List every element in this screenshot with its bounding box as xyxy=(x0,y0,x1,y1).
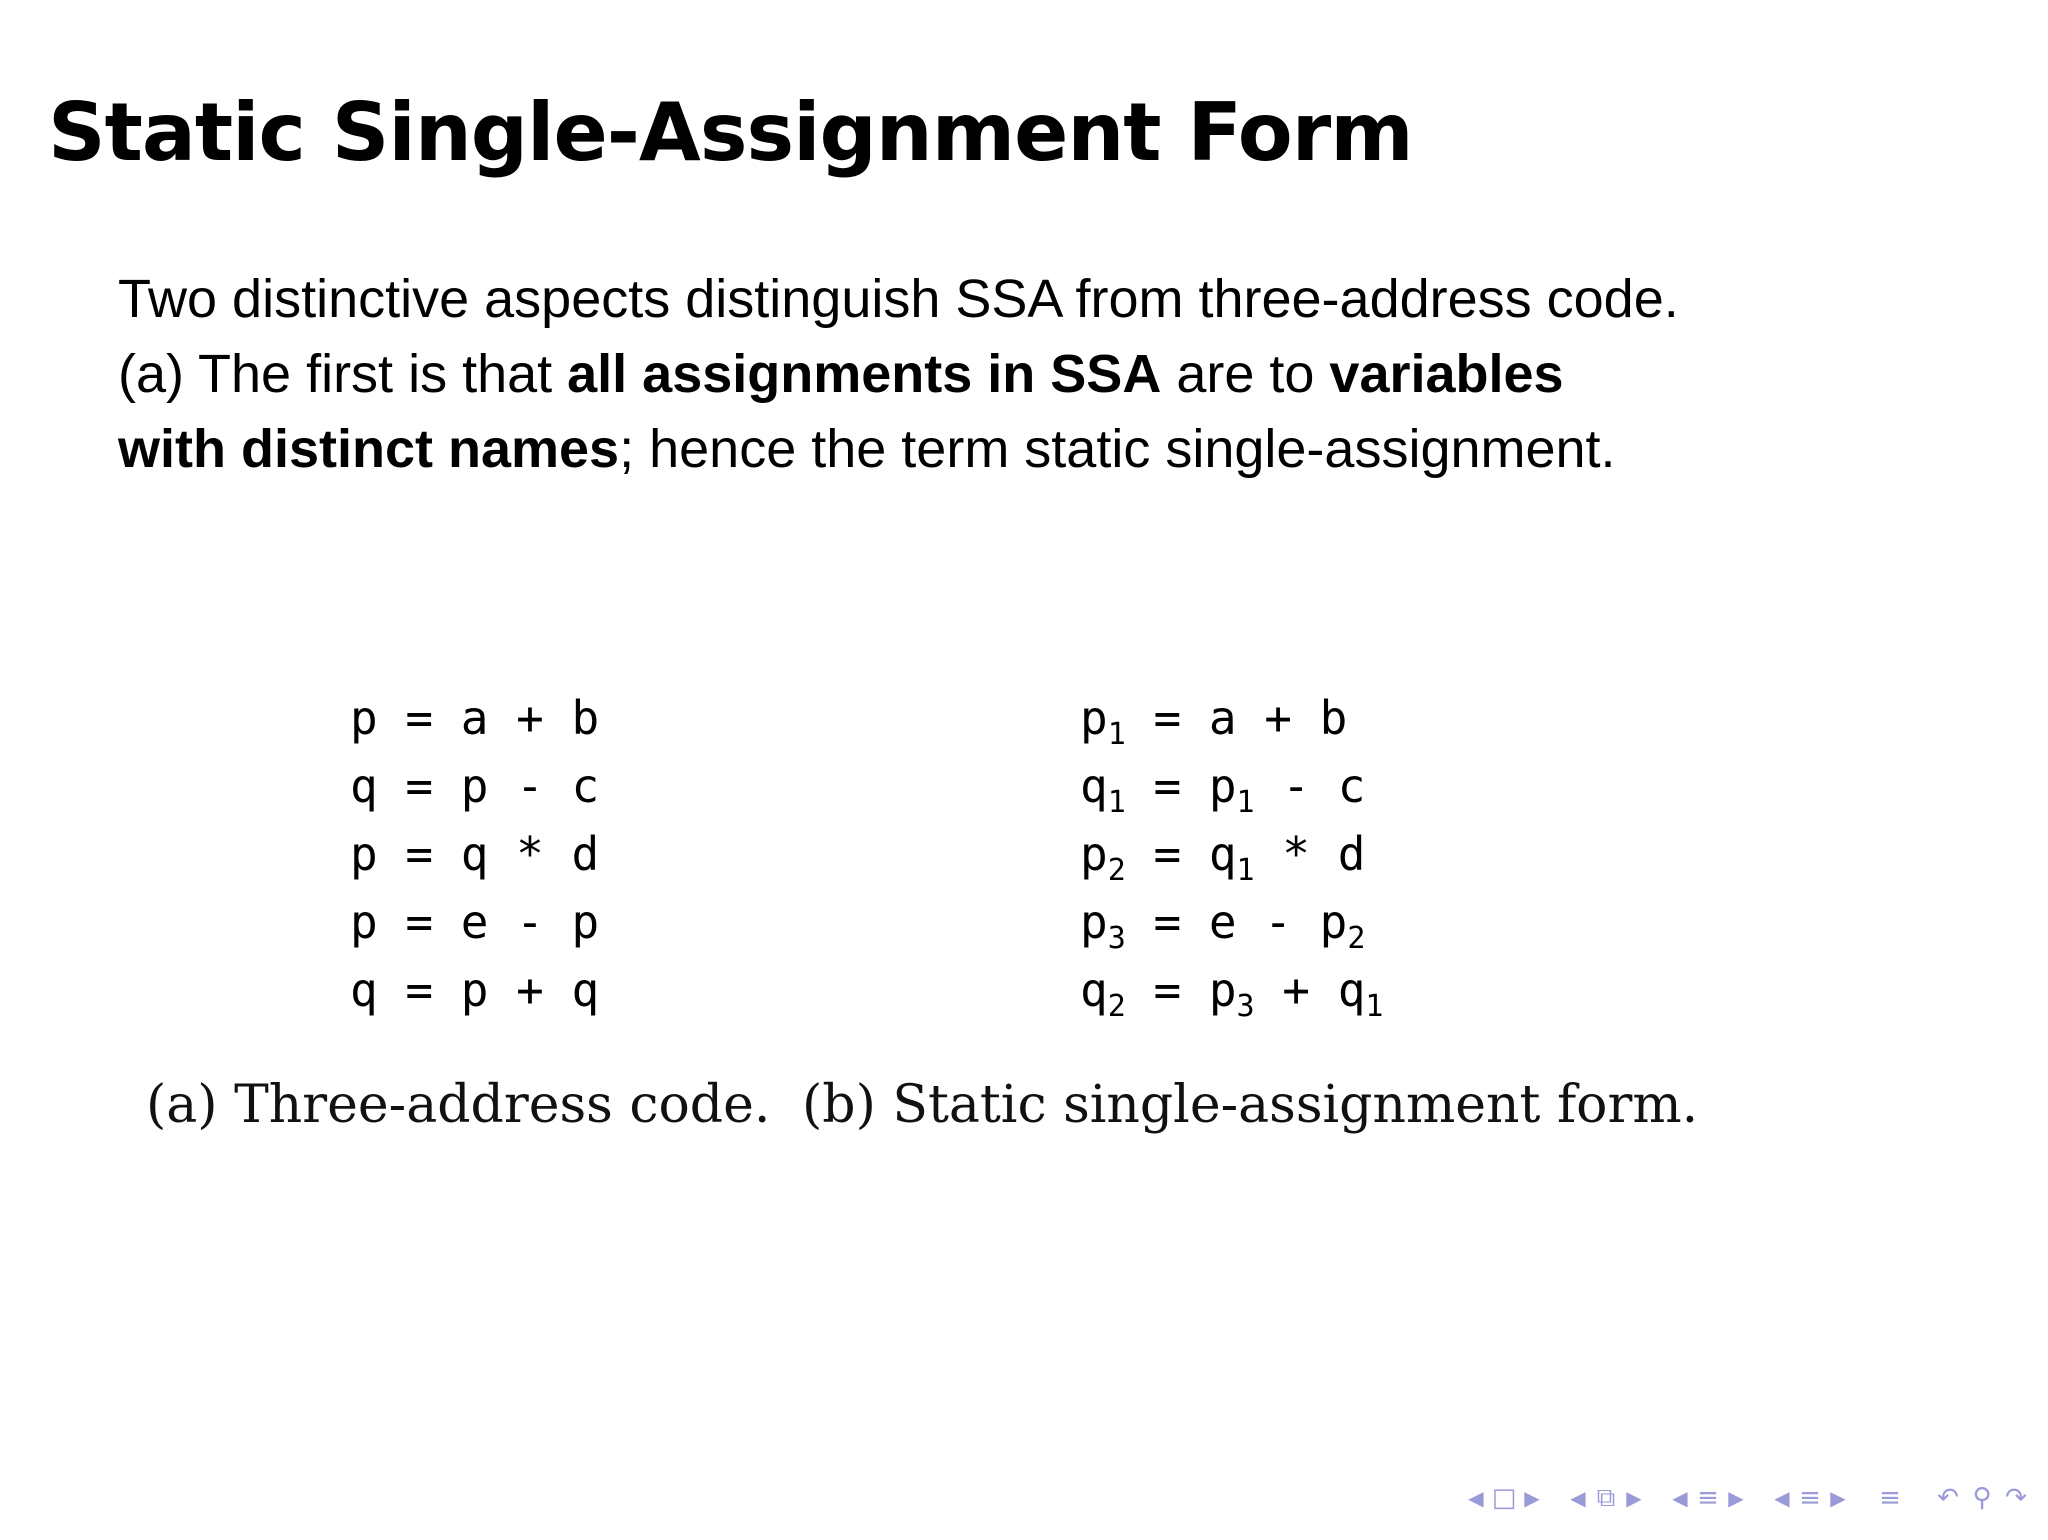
nav-right-icon[interactable]: ▶ xyxy=(1728,1486,1744,1510)
subscript: 1 xyxy=(1107,717,1126,752)
code-token: - c xyxy=(1254,759,1366,813)
bold-segment: variables xyxy=(1329,344,1564,404)
body-paragraph xyxy=(118,262,1918,487)
nav-left-icon[interactable]: ◀ xyxy=(1672,1486,1688,1510)
redo-icon[interactable]: ↷ xyxy=(2005,1483,2027,1513)
subscript: 1 xyxy=(1236,785,1255,820)
slide-title: Static Single-Assignment Form xyxy=(48,86,1413,179)
nav-group-frame xyxy=(1468,1480,1540,1516)
three-address-code-listing xyxy=(350,684,599,1024)
nav-group-search xyxy=(1934,1480,2030,1516)
code-line: q = p + q xyxy=(350,963,600,1017)
code-line: q = p - c xyxy=(350,759,600,813)
text-segment: ; hence the term static single-assignment. xyxy=(619,419,1616,479)
code-token: q xyxy=(1080,759,1108,813)
code-line: p = e - p xyxy=(350,895,600,949)
ssa-code-line xyxy=(1080,888,1383,956)
nav-group-section xyxy=(1672,1480,1744,1516)
body-line-3 xyxy=(118,412,1918,487)
section-icon[interactable]: ≡ xyxy=(1697,1483,1719,1513)
subscript: 2 xyxy=(1107,989,1126,1024)
code-token: = e - p xyxy=(1125,895,1348,949)
subscript: 1 xyxy=(1107,785,1126,820)
beamer-navigation-bar xyxy=(1468,1478,2030,1518)
code-token: = a + b xyxy=(1125,691,1348,745)
subscript: 3 xyxy=(1236,989,1255,1024)
ssa-code-line xyxy=(1080,956,1383,1024)
align-icon[interactable]: ≡ xyxy=(1879,1483,1901,1513)
code-line: p = a + b xyxy=(350,691,600,745)
nav-group-subsection xyxy=(1570,1480,1642,1516)
code-token: = q xyxy=(1125,827,1237,881)
nav-left-icon[interactable]: ◀ xyxy=(1774,1486,1790,1510)
code-token: q xyxy=(1080,963,1108,1017)
code-token: p xyxy=(1080,827,1108,881)
frame-icon[interactable]: □ xyxy=(1491,1483,1517,1513)
bold-segment: with distinct names xyxy=(118,419,620,479)
ssa-code-line xyxy=(1080,752,1383,820)
nav-right-icon[interactable]: ▶ xyxy=(1626,1486,1642,1510)
undo-icon[interactable]: ↶ xyxy=(1937,1483,1959,1513)
nav-right-icon[interactable]: ▶ xyxy=(1830,1486,1846,1510)
nav-left-icon[interactable]: ◀ xyxy=(1570,1486,1586,1510)
code-line: p = q * d xyxy=(350,827,600,881)
code-token: = p xyxy=(1125,963,1237,1017)
ssa-form-listing xyxy=(1080,684,1383,1024)
subscript: 1 xyxy=(1365,989,1384,1024)
text-segment: (a) The first is that xyxy=(118,344,568,404)
nav-right-icon[interactable]: ▶ xyxy=(1524,1486,1540,1510)
search-icon[interactable]: ⚲ xyxy=(1972,1483,1992,1513)
subscript: 2 xyxy=(1107,853,1126,888)
code-token: p xyxy=(1080,691,1108,745)
nav-left-icon[interactable]: ◀ xyxy=(1468,1486,1484,1510)
code-token: * d xyxy=(1254,827,1366,881)
ssa-code-line xyxy=(1080,684,1383,752)
caption-three-address-code: (a) Three-address code. xyxy=(146,1075,771,1135)
nav-group-outline xyxy=(1774,1480,1846,1516)
subscript: 2 xyxy=(1347,921,1366,956)
code-token: p xyxy=(1080,895,1108,949)
subscript: 1 xyxy=(1236,853,1255,888)
body-line-2 xyxy=(118,337,1918,412)
ssa-code-line xyxy=(1080,820,1383,888)
subscript: 3 xyxy=(1107,921,1126,956)
nav-group-align xyxy=(1876,1480,1904,1516)
caption-ssa-form: (b) Static single-assignment form. xyxy=(802,1075,1699,1135)
text-segment: are to xyxy=(1161,344,1330,404)
code-token: = p xyxy=(1125,759,1237,813)
subsection-icon[interactable]: ⧉ xyxy=(1596,1482,1616,1513)
body-line-1: Two distinctive aspects distinguish SSA from three-address code. xyxy=(118,269,1679,329)
bold-segment: all assignments in SSA xyxy=(567,344,1162,404)
code-token: + q xyxy=(1254,963,1366,1017)
outline-icon[interactable]: ≡ xyxy=(1799,1483,1821,1513)
